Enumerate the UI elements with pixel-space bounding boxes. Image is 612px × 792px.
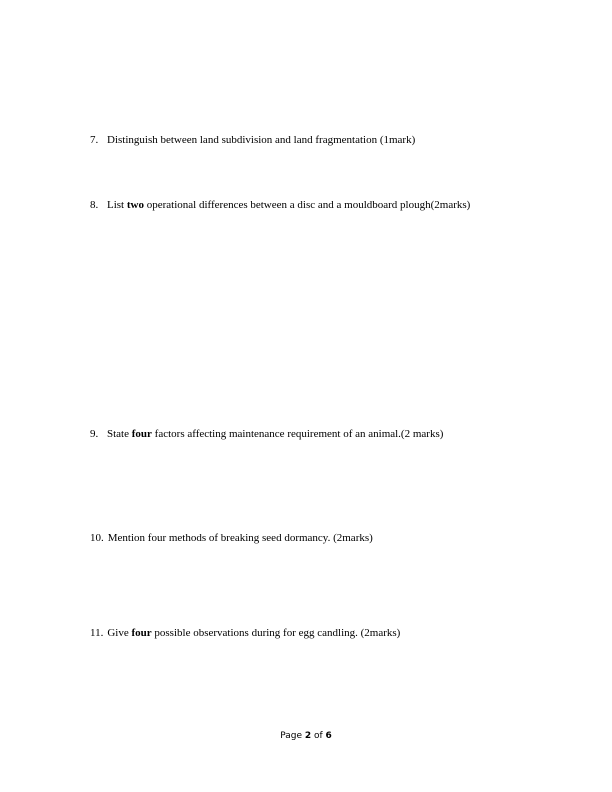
question-text: Mention four methods of breaking seed dormancy. (2marks)	[107, 532, 373, 544]
question-number: 11.	[90, 627, 104, 639]
question-11	[90, 626, 400, 640]
question-text-post: possible observations during for egg candling. (2marks)	[151, 627, 401, 639]
question-emphasis: four	[131, 627, 152, 639]
question-number: 7.	[90, 134, 99, 146]
question-9	[90, 427, 443, 441]
question-text-post: operational differences between a disc and a mouldboard plough(2marks)	[143, 199, 471, 211]
total-pages-number: 6	[325, 731, 332, 741]
question-text-pre: State	[107, 428, 132, 440]
question-number: 8.	[90, 199, 99, 211]
question-10	[90, 531, 373, 545]
question-emphasis: two	[126, 199, 144, 211]
question-text: Distinguish between land subdivision and land fragmentation (1mark)	[107, 134, 416, 146]
page-separator: of	[311, 731, 326, 741]
question-emphasis: four	[131, 428, 152, 440]
question-text-pre: Give	[107, 627, 132, 639]
page-footer	[0, 730, 612, 742]
question-text-post: factors affecting maintenance requirement of an animal.(2 marks)	[151, 428, 444, 440]
question-8	[90, 198, 470, 212]
question-7	[90, 133, 415, 147]
current-page-number: 2	[304, 731, 312, 741]
question-text-pre: List	[107, 199, 127, 211]
question-number: 10.	[90, 532, 104, 544]
question-number: 9.	[90, 428, 99, 440]
page-label: Page	[280, 731, 305, 741]
